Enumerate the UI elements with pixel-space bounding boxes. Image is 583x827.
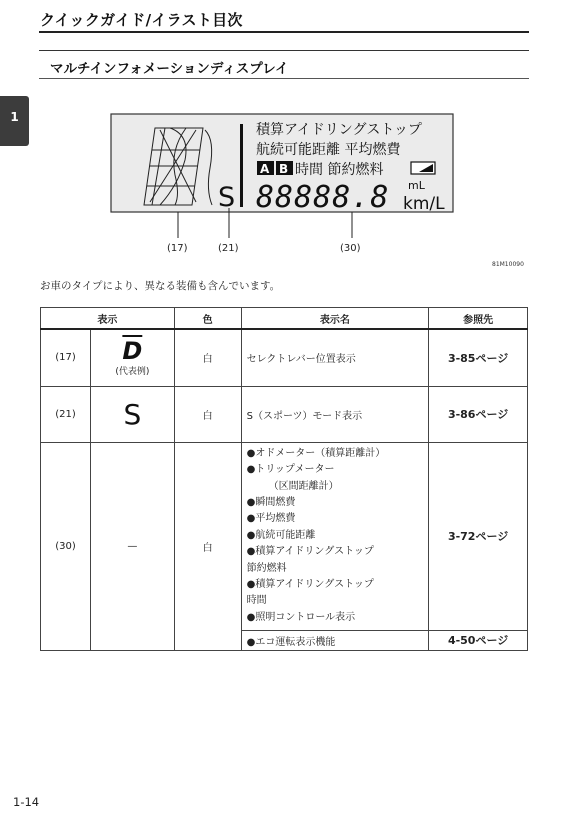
list-item: ●照明コントロール表示 [246, 611, 356, 623]
list-item: ●積算アイドリングストップ [246, 546, 374, 558]
header-color: 色 [174, 308, 241, 330]
row-number: (21) [41, 386, 91, 442]
lcd-s-char: S [218, 182, 236, 213]
gear-d-symbol: $\overline{D}$ [122, 337, 143, 366]
row-color: 白 [174, 386, 241, 442]
gear-d-icon [90, 329, 174, 386]
row-name-list [241, 442, 429, 630]
header-reference: 参照先 [429, 308, 528, 330]
callout-30: (30) [340, 243, 361, 254]
figure-code: 81M10090 [492, 261, 524, 268]
section-title: マルチインフォメーションディスプレイ [50, 61, 289, 77]
list-item: ●航続可能距離 [246, 529, 316, 541]
row-name: セレクトレバー位置表示 [241, 329, 429, 386]
lcd-tag-a: A [260, 162, 270, 176]
callout-17: (17) [167, 243, 188, 254]
table-row [41, 329, 528, 386]
list-item: ●積算アイドリングストップ [246, 579, 374, 591]
symbol-caption: (代表例) [115, 367, 150, 378]
lcd-tag-b: B [279, 162, 289, 176]
battery-icon [411, 162, 435, 174]
row-name: S（スポーツ）モード表示 [241, 386, 429, 442]
display-illustration [0, 0, 583, 270]
lcd-digits: 88888.8 [256, 180, 390, 215]
list-item: 節約燃料 [246, 562, 287, 574]
sport-s-symbol: S [123, 397, 142, 431]
table-header-row [41, 308, 528, 330]
list-item: ●オドメーター（積算距離計） [246, 447, 386, 459]
row-color: 白 [174, 329, 241, 386]
intro-text: お車のタイプにより、異なる装備も含んでいます。 [40, 280, 281, 292]
row-color: 白 [174, 442, 241, 650]
lcd-line1: 積算アイドリングストップ [256, 122, 422, 138]
list-item: ●瞬間燃費 [246, 496, 296, 508]
list-item: ●トリップメーター [246, 464, 335, 476]
callout-21: (21) [218, 243, 239, 254]
row-reference-link[interactable]: 3-72ページ [429, 442, 528, 630]
page-header-title: クイックガイド/イラスト目次 [40, 11, 243, 29]
row-name: ●エコ運転表示機能 [241, 630, 429, 650]
list-item: （区間距離計） [268, 480, 339, 492]
lcd-separator-bar [240, 124, 243, 207]
table-row [41, 386, 528, 442]
row-reference-link[interactable]: 4-50ページ [429, 630, 528, 650]
display-spec-table [40, 307, 528, 651]
row-number: (30) [41, 442, 91, 650]
lcd-line3: 時間 節約燃料 [295, 162, 384, 178]
list-item: ●平均燃費 [246, 513, 296, 525]
sport-s-icon [90, 386, 174, 442]
chapter-tab-label: 1 [10, 110, 19, 124]
lcd-unit-ml: mL [408, 179, 425, 192]
table-row [41, 442, 528, 630]
lcd-line2: 航続可能距離 平均燃費 [256, 142, 401, 158]
row-reference-link[interactable]: 3-86ページ [429, 386, 528, 442]
lcd-unit-kml: km/L [403, 194, 445, 214]
page-number: 1-14 [13, 795, 40, 809]
row-symbol: — [90, 442, 174, 650]
header-name: 表示名 [241, 308, 429, 330]
row-reference-link[interactable]: 3-85ページ [429, 329, 528, 386]
row-number: (17) [41, 329, 91, 386]
header-display: 表示 [41, 308, 175, 330]
list-item: 時間 [246, 595, 267, 607]
